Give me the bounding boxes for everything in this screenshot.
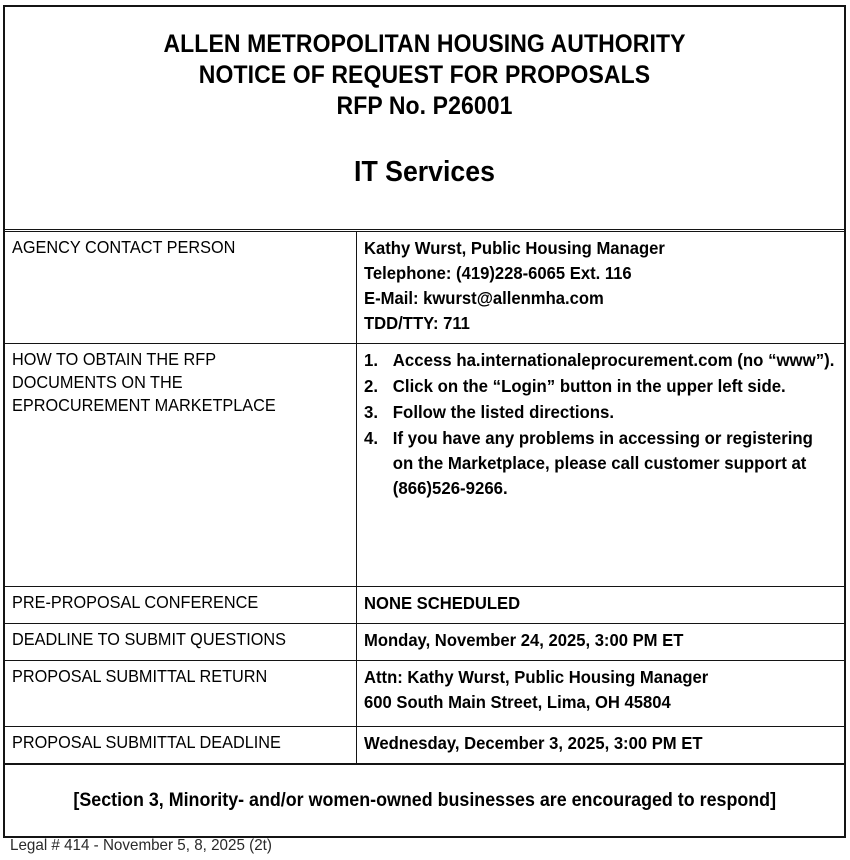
label-eprocurement-line-2: DOCUMENTS ON THE xyxy=(12,372,183,392)
label-submittal-return: PROPOSAL SUBMITTAL RETURN xyxy=(12,666,268,686)
footer-note xyxy=(5,764,844,836)
agency-title-line-1: ALLEN METROPOLITAN HOUSING AUTHORITY xyxy=(163,30,686,58)
label-cell-preproposal-conference xyxy=(5,587,357,624)
rfp-details-table xyxy=(5,232,844,764)
label-cell-submittal-return xyxy=(5,661,357,727)
label-cell-agency-contact xyxy=(5,232,357,344)
table-row-submittal-deadline xyxy=(5,727,844,764)
label-submittal-deadline: PROPOSAL SUBMITTAL DEADLINE xyxy=(12,732,281,752)
list-item xyxy=(364,400,837,425)
document-header xyxy=(5,7,844,232)
list-item xyxy=(364,348,837,373)
step-number: 3. xyxy=(364,402,379,422)
value-cell-submittal-deadline xyxy=(357,727,845,764)
submittal-return-attn: Attn: Kathy Wurst, Public Housing Manager xyxy=(364,667,709,687)
table-row-submittal-return xyxy=(5,661,844,727)
value-cell-agency-contact xyxy=(357,232,845,344)
table-row-eprocurement xyxy=(5,344,844,587)
table-row-questions-deadline xyxy=(5,624,844,661)
rfp-subject: IT Services xyxy=(354,156,495,188)
value-agency-contact xyxy=(364,236,814,336)
submittal-return-address: 600 South Main Street, Lima, OH 45804 xyxy=(364,692,671,712)
value-cell-eprocurement xyxy=(357,344,845,587)
value-cell-questions-deadline xyxy=(357,624,845,661)
step-text: Access ha.internationaleprocurement.com (no “www”). xyxy=(392,350,835,370)
contact-email: E-Mail: kwurst@allenmha.com xyxy=(364,288,604,308)
contact-telephone: Telephone: (419)228-6065 Ext. 116 xyxy=(364,263,632,283)
label-cell-questions-deadline xyxy=(5,624,357,661)
value-cell-submittal-return xyxy=(357,661,845,727)
value-submittal-deadline: Wednesday, December 3, 2025, 3:00 PM ET xyxy=(364,733,703,753)
value-cell-preproposal-conference xyxy=(357,587,845,624)
table-row-preproposal-conference xyxy=(5,587,844,624)
label-questions-deadline: DEADLINE TO SUBMIT QUESTIONS xyxy=(12,629,287,649)
label-eprocurement xyxy=(12,348,326,417)
contact-name: Kathy Wurst, Public Housing Manager xyxy=(364,238,665,258)
step-number: 2. xyxy=(364,376,379,396)
value-questions-deadline: Monday, November 24, 2025, 3:00 PM ET xyxy=(364,630,684,650)
label-eprocurement-line-3: EPROCUREMENT MARKETPLACE xyxy=(12,395,276,415)
section-3-notice: [Section 3, Minority- and/or women-owned businesses are encouraged to respond] xyxy=(73,789,776,811)
value-submittal-return xyxy=(364,665,814,715)
label-cell-eprocurement xyxy=(5,344,357,587)
value-preproposal-conference: NONE SCHEDULED xyxy=(364,593,521,613)
contact-tdd-tty: TDD/TTY: 711 xyxy=(364,313,470,333)
notice-box xyxy=(3,5,846,838)
label-agency-contact: AGENCY CONTACT PERSON xyxy=(12,237,236,257)
rfp-number: RFP No. P26001 xyxy=(336,92,513,120)
list-item xyxy=(364,426,837,501)
legal-publication-line: Legal # 414 - November 5, 8, 2025 (2t) xyxy=(10,837,272,854)
step-number: 4. xyxy=(364,428,379,448)
label-preproposal-conference: PRE-PROPOSAL CONFERENCE xyxy=(12,592,259,612)
table-row-agency-contact xyxy=(5,232,844,344)
agency-title-line-2: NOTICE OF REQUEST FOR PROPOSALS xyxy=(198,61,651,89)
label-eprocurement-line-1: HOW TO OBTAIN THE RFP xyxy=(12,349,217,369)
step-number: 1. xyxy=(364,350,379,370)
list-item xyxy=(364,374,837,399)
eprocurement-steps-list xyxy=(364,348,837,501)
step-text: Click on the “Login” button in the upper left side. xyxy=(392,376,786,396)
label-cell-submittal-deadline xyxy=(5,727,357,764)
step-text: If you have any problems in accessing or registering on the Marketplace, please call customer support at (866)526-9266. xyxy=(392,428,813,498)
step-text: Follow the listed directions. xyxy=(392,402,615,422)
